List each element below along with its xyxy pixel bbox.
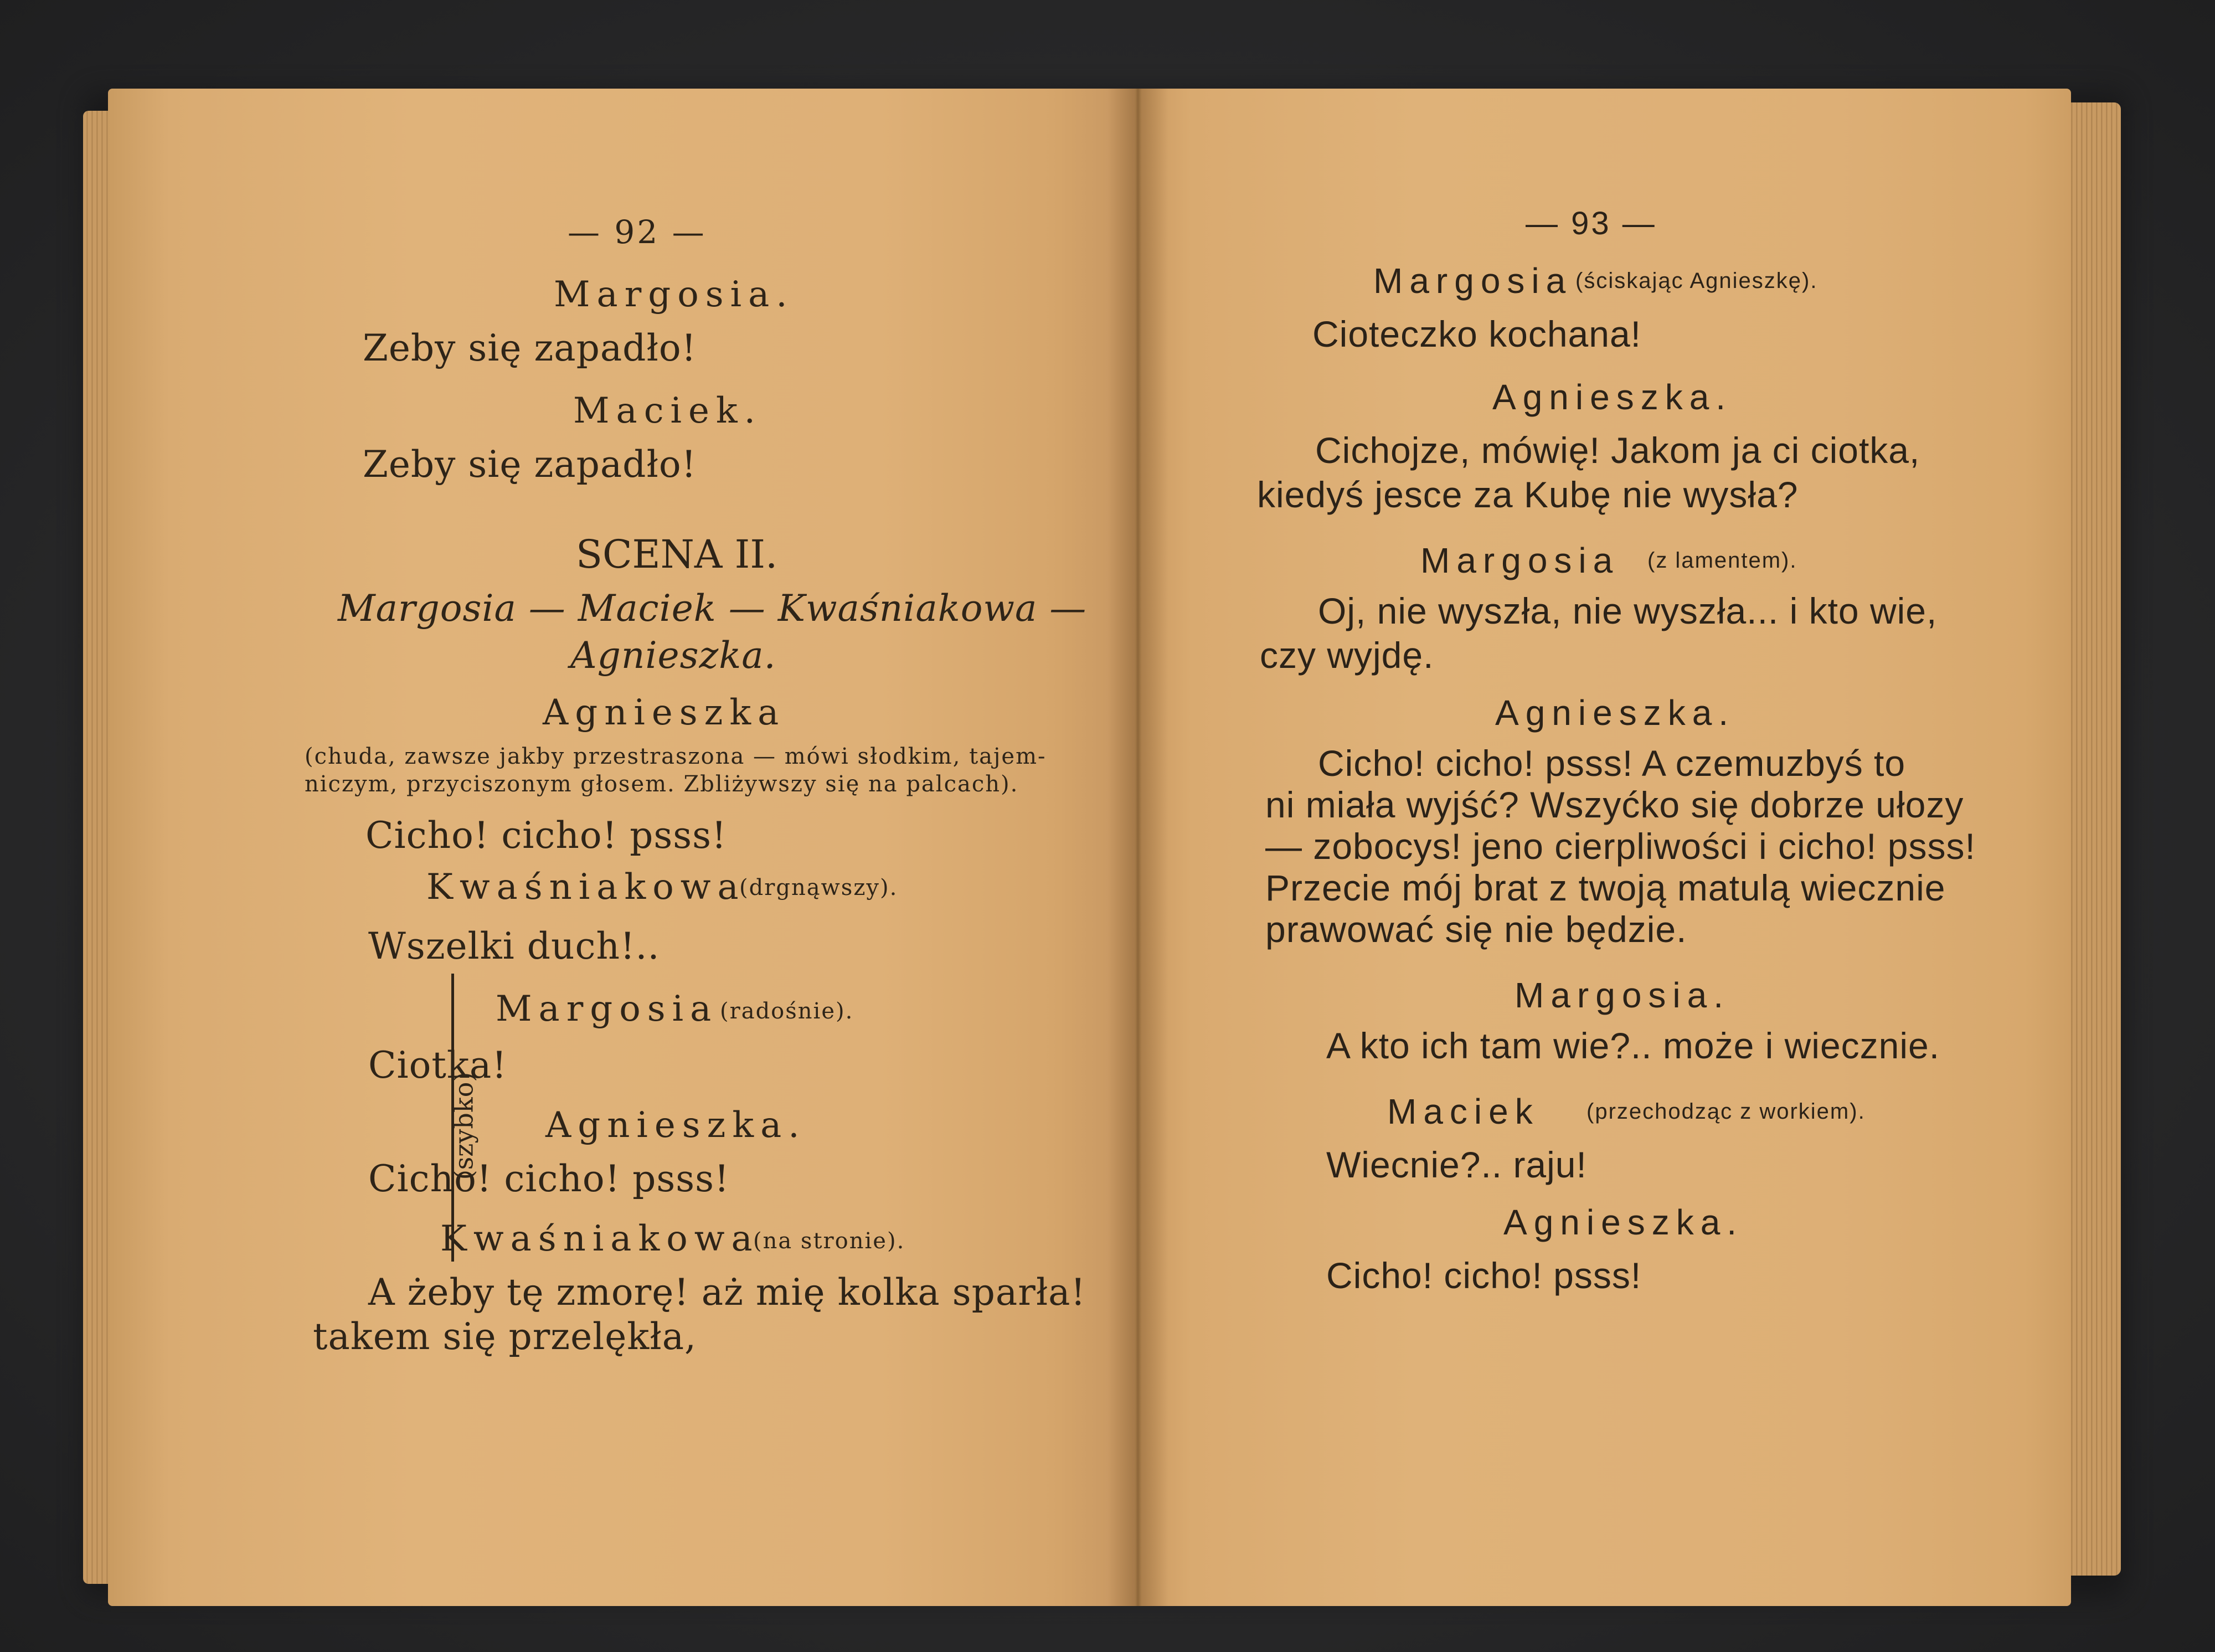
left-page: [108, 89, 1135, 1606]
speech-line: Cioteczko kochana!: [1312, 313, 1641, 354]
bracket-note: (szybko): [449, 1072, 479, 1180]
speech-line: A kto ich tam wie?.. może i wiecznie.: [1326, 1025, 1940, 1066]
speech-line: Cicho! cicho! psss!: [1326, 1255, 1642, 1296]
cast-list-line: Agnieszka.: [570, 634, 776, 677]
speech-line: prawować się nie będzie.: [1265, 909, 1687, 950]
speaker-name: Agnieszka.: [1495, 693, 1735, 733]
scene-title: SCENA II.: [576, 532, 778, 577]
stage-direction: (radośnie).: [720, 999, 854, 1024]
speaker-name: Agnieszka.: [545, 1105, 806, 1146]
right-page-edges: [2063, 102, 2121, 1576]
speaker-name: Agnieszka.: [1503, 1202, 1744, 1242]
speech-line: Cichojze, mówię! Jakom ja ci ciotka,: [1315, 430, 1920, 471]
book-gutter: [1108, 89, 1168, 1606]
speech-line: kiedyś jesce za Kubę nie wysła?: [1257, 474, 1799, 515]
cast-list-line: Margosia — Maciek — Kwaśniakowa —: [338, 587, 1087, 630]
right-page: [1135, 89, 2071, 1606]
speaker-name: Kwaśniakowa: [426, 867, 745, 908]
speaker-name: Margosia: [496, 989, 718, 1030]
speaker-name: Margosia.: [554, 274, 794, 315]
speaker-name: Agnieszka: [543, 692, 786, 733]
speech-line: Zeby się zapadło!: [363, 443, 697, 486]
speech-line: Wszelki duch!..: [368, 925, 660, 967]
speaker-name: Maciek: [1387, 1092, 1539, 1131]
speech-line: czy wyjdę.: [1260, 635, 1434, 676]
speech-line: — zobocys! jeno cierpliwości i cicho! psss!: [1265, 826, 1976, 867]
speaker-name: Kwaśniakowa: [440, 1218, 759, 1259]
stage-direction: (chuda, zawsze jakby przestraszona — mówi słodkim, tajem-: [305, 744, 1047, 769]
speech-line: ni miała wyjść? Wszyćko się dobrze ułozy: [1265, 784, 1964, 825]
speaker-name: Maciek.: [573, 390, 762, 431]
speech-line: Oj, nie wyszła, nie wyszła... i kto wie,: [1318, 590, 1938, 631]
speech-line: Cicho! cicho! psss!: [365, 814, 727, 857]
stage-direction: (ściskając Agnieszkę).: [1575, 269, 1818, 293]
speaker-name: Agnieszka.: [1492, 377, 1733, 417]
speech-line: Przecie mój brat z twoją matulą wiecznie: [1265, 867, 1946, 908]
speech-line: Cicho! cicho! psss! A czemuzbyś to: [1318, 743, 1906, 784]
speech-line: takem się przelękła,: [313, 1315, 697, 1358]
speaker-name: Margosia.: [1515, 975, 1730, 1015]
stage-direction: (drgnąwszy).: [739, 875, 898, 900]
page-number-left: — 92 —: [568, 213, 707, 251]
stage-direction: (przechodząc z workiem).: [1586, 1099, 1866, 1124]
speaker-name: Margosia: [1373, 261, 1573, 301]
stage-direction: (na stronie).: [753, 1228, 905, 1254]
speech-line: Cicho! cicho! psss!: [368, 1157, 730, 1200]
speech-line: A żeby tę zmorę! aż mię kolka sparła!: [368, 1271, 1086, 1314]
speech-line: Zeby się zapadło!: [363, 327, 697, 369]
page-number-right: — 93 —: [1526, 205, 1657, 241]
stage-direction: niczym, przyciszonym głosem. Zbliżywszy się na palcach).: [305, 771, 1019, 797]
speech-line: Ciotka!: [368, 1044, 507, 1087]
speech-line: Wiecnie?.. raju!: [1326, 1144, 1587, 1185]
speaker-name: Margosia: [1420, 541, 1620, 580]
stage-direction: (z lamentem).: [1647, 548, 1797, 573]
